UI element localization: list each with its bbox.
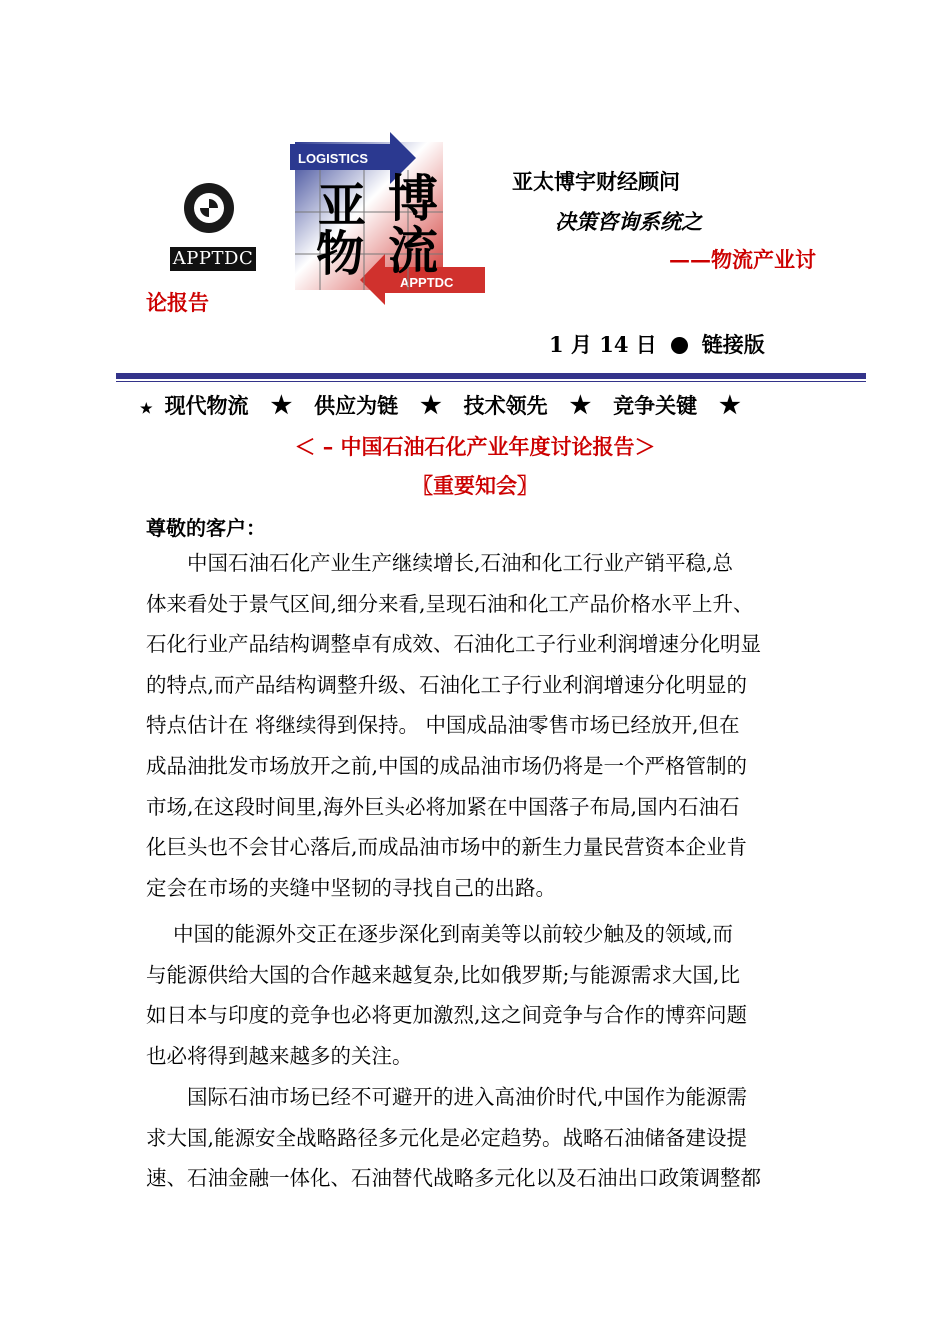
paragraph-line: 中国的能源外交正在逐步深化到南美等以前较少触及的领域,而 — [146, 922, 734, 946]
edition-label: 链接版 — [701, 332, 765, 357]
paragraph-line: 特点估计在 将继续得到保持。 中国成品油零售市场已经放开,但在 — [146, 713, 740, 738]
star-icon: ★ — [270, 390, 293, 419]
slogan-bar — [140, 390, 840, 418]
paragraph-line: 中国石油石化产业生产继续增长,石油和化工行业产销平稳,总 — [146, 551, 734, 575]
logo-bottom-text: APPTDC — [400, 275, 454, 290]
body-paragraph — [146, 914, 846, 1076]
paragraph-line: 体来看处于景气区间,细分来看,呈现石油和化工产品价格水平上升、 — [146, 591, 754, 616]
date-edition-line — [549, 329, 765, 359]
report-title-part1: ——物流产业讨 — [669, 247, 816, 272]
body-paragraph — [146, 543, 846, 908]
logo-top-text: LOGISTICS — [298, 151, 369, 166]
issue-date: 1 月 14 日 — [549, 332, 657, 357]
logo-char-wu: 物 — [316, 226, 365, 282]
star-icon: ★ — [719, 390, 741, 419]
paragraph-line: 如日本与印度的竞争也必将更加激烈,这之间竞争与合作的博弈问题 — [146, 1003, 748, 1028]
logo-char-liu: 流 — [388, 222, 438, 280]
logo-char-bo: 博 — [388, 170, 438, 228]
salutation: 尊敬的客户： — [146, 516, 266, 540]
star-icon: ★ — [140, 401, 153, 417]
header-divider-thin — [116, 381, 866, 382]
logistics-logo — [290, 130, 485, 305]
system-name: 决策咨询系统之 — [555, 209, 702, 234]
slogan-item: 供应为链 — [314, 393, 399, 418]
logo-char-ya: 亚 — [318, 178, 367, 234]
body-paragraph — [146, 1077, 846, 1199]
header-divider — [116, 373, 866, 379]
paragraph-line: 定会在市场的夹缝中坚韧的寻找自己的出路。 — [146, 875, 556, 900]
slogan-item: 技术领先 — [463, 393, 548, 418]
paragraph-line: 与能源供给大国的合作越来越复杂,比如俄罗斯;与能源需求大国,比 — [146, 962, 740, 987]
paragraph-line: 化巨头也不会甘心落后,而成品油市场中的新生力量民营资本企业肯 — [146, 835, 748, 860]
paragraph-line: 的特点,而产品结构调整升级、石油化工子行业利润增速分化明显的 — [146, 672, 748, 697]
seal-label: APPTDC — [170, 247, 256, 271]
star-icon: ★ — [420, 390, 442, 419]
paragraph-line: 求大国,能源安全战略路径多元化是必定趋势。战略石油储备建设提 — [146, 1125, 748, 1150]
paragraph-line: 成品油批发市场放开之前,中国的成品油市场仍将是一个严格管制的 — [146, 753, 748, 778]
star-icon: ★ — [569, 390, 592, 419]
report-subtitle: ＜ – 中国石油石化产业年度讨论报告＞ — [294, 434, 656, 459]
paragraph-line: 国际石油市场已经不可避开的进入高油价时代,中国作为能源需 — [146, 1085, 748, 1109]
paragraph-line: 速、石油金融一体化、石油替代战略多元化以及石油出口政策调整都 — [146, 1166, 761, 1191]
paragraph-line: 市场,在这段时间里,海外巨头必将加紧在中国落子布局,国内石油石 — [146, 794, 740, 819]
paragraph-line: 也必将得到越来越多的关注。 — [146, 1043, 413, 1068]
important-notice-heading: 〖重要知会〗 — [412, 473, 538, 498]
slogan-item: 竞争关键 — [613, 393, 698, 418]
report-title-part2: 论报告 — [146, 290, 209, 315]
bullet-dot-icon — [671, 337, 688, 354]
apptdc-seal — [160, 183, 258, 273]
company-name: 亚太博宇财经顾问 — [512, 169, 680, 194]
globe-icon — [184, 183, 234, 233]
slogan-item: 现代物流 — [164, 393, 249, 418]
paragraph-line: 石化行业产品结构调整卓有成效、石油化工子行业利润增速分化明显 — [146, 632, 761, 657]
